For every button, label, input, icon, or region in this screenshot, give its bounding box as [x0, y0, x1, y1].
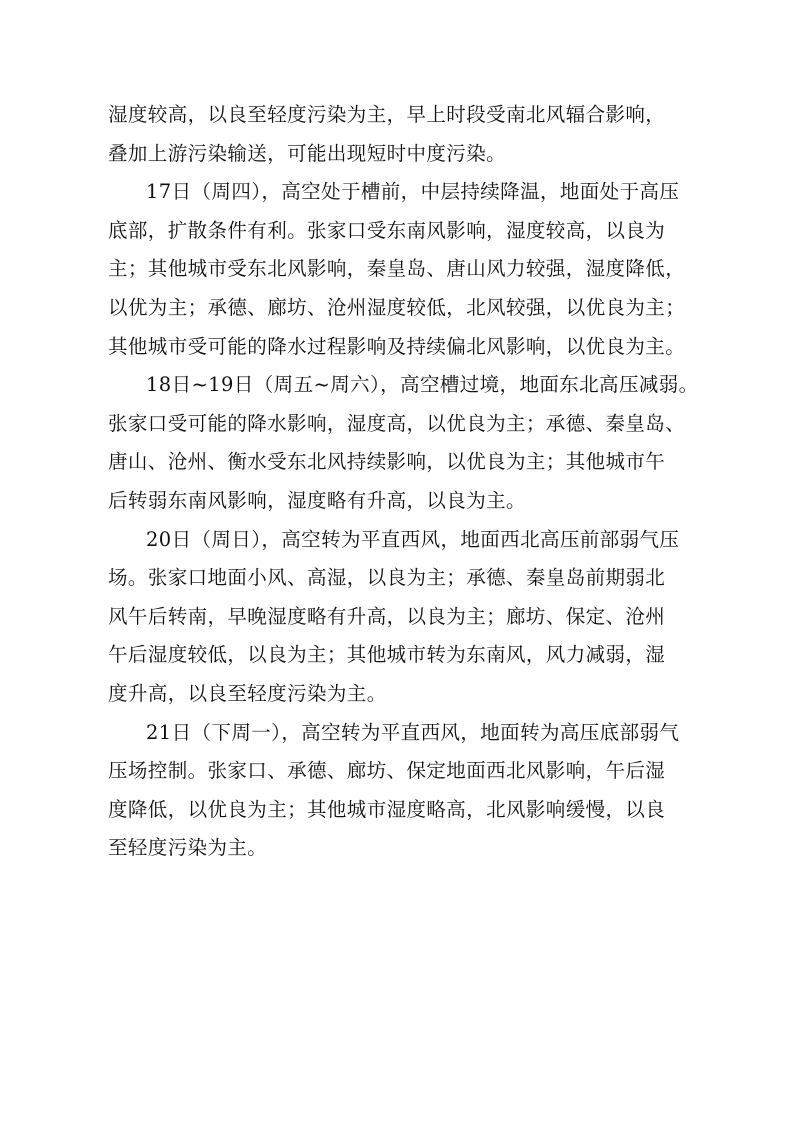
text-line: 主；其他城市受东北风影响，秦皇岛、唐山风力较强，湿度降低，	[108, 257, 686, 281]
text-line: 唐山、沧州、衡水受东北风持续影响，以优良为主；其他城市午	[108, 450, 666, 474]
text-line: 度降低，以优良为主；其他城市湿度略高，北风影响缓慢，以良	[108, 797, 666, 821]
text-line: 张家口受可能的降水影响，湿度高，以优良为主；承德、秦皇岛、	[108, 411, 686, 435]
text-line: 午后湿度较低，以良为主；其他城市转为东南风，风力减弱，湿	[108, 643, 666, 667]
paragraph-20-line: 20日（周日），高空转为平直西风，地面西北高压前部弱气压	[146, 527, 680, 551]
text-line: 场。张家口地面小风、高湿，以良为主；承德、秦皇岛前期弱北	[108, 566, 666, 590]
text-line: 底部，扩散条件有利。张家口受东南风影响，湿度较高，以良为	[108, 218, 666, 242]
text-line: 以优为主；承德、廊坊、沧州湿度较低，北风较强，以优良为主；	[108, 295, 686, 319]
text-line: 风午后转南，早晚湿度略有升高，以良为主；廊坊、保定、沧州	[108, 604, 666, 628]
text-line: 湿度较高，以良至轻度污染为主，早上时段受南北风辐合影响，	[108, 103, 666, 126]
paragraph-18-19-line: 18日~19日（周五~周六），高空槽过境，地面东北高压减弱。	[146, 373, 699, 397]
text-line: 至轻度污染为主。	[108, 836, 268, 860]
text-line: 叠加上游污染输送，可能出现短时中度污染。	[108, 141, 507, 165]
text-line: 其他城市受可能的降水过程影响及持续偏北风影响，以优良为主。	[108, 334, 686, 358]
paragraph-17-line: 17日（周四），高空处于槽前，中层持续降温，地面处于高压	[146, 180, 680, 204]
paragraph-21-line: 21日（下周一），高空转为平直西风，地面转为高压底部弱气	[146, 720, 680, 744]
text-line: 度升高，以良至轻度污染为主。	[108, 681, 387, 705]
forecast-text-block	[108, 96, 708, 868]
text-line: 压场控制。张家口、承德、廊坊、保定地面西北风影响，午后湿	[108, 759, 666, 783]
text-line: 后转弱东南风影响，湿度略有升高，以良为主。	[108, 488, 526, 512]
